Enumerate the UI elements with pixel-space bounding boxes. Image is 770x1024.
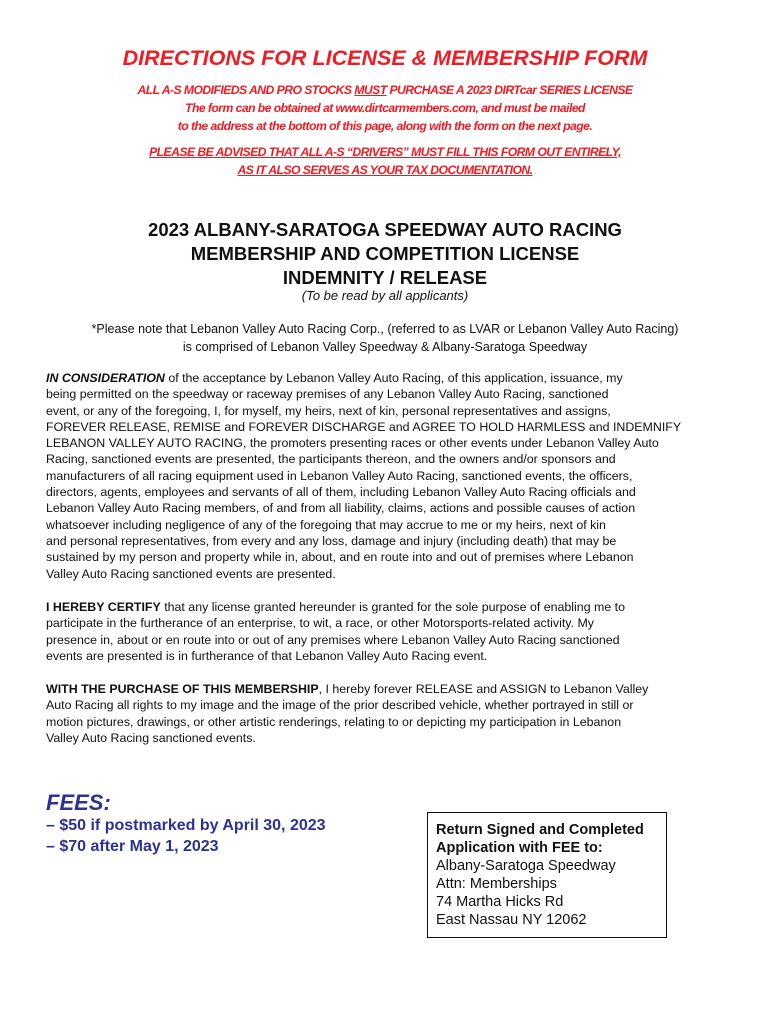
return-heading-1: Return Signed and Completed	[436, 822, 644, 838]
certify-paragraph: I HEREBY CERTIFY that any license granted hereunder is granted for the sole purpose of enabling me to participate in the furtherance of an enterprise, to wit, a race, or other Motorsports-related activity. My presence in, about or en route into or out of any premises where Lebanon Valley Auto Racing sanctioned events are presented is in furtherance of that Lebanon Valley Auto Racing event.	[46, 600, 626, 663]
directions-line-2: The form can be obtained at www.dirtcarmembers.com, and must be mailed	[185, 101, 585, 115]
form-subtitle: (To be read by all applicants)	[301, 288, 469, 303]
return-attn: Attn: Memberships	[436, 876, 557, 892]
directions-line-3: to the address at the bottom of this page, along with the form on the next page.	[177, 119, 593, 133]
return-street: 74 Martha Hicks Rd	[436, 894, 564, 910]
fees-title: FEES:	[46, 790, 111, 815]
return-heading-2: Application with FEE to:	[436, 840, 603, 856]
consideration-paragraph: IN CONSIDERATION of the acceptance by Lebanon Valley Auto Racing, of this application, issuance, my being permitted on the speedway or raceway premises of any Lebanon Valley Auto Racing, sanctioned event, or any of the foregoing, I, for myself, my heirs, next of kin, personal representatives and assigns, FOREVER RELEASE, REMISE and FOREVER DISCHARGE and AGREE TO HOLD HARMLESS and INDEMNIFY LEBANON VALLEY AUTO RACING, the promoters presenting races or other events under Lebanon Valley Auto Racing, sanctioned events are presented, the participants thereon, and the owners and/or sponsors and manufacturers of all racing equipment used in Lebanon Valley Auto Racing, sanctioned events, the officers, directors, agents, employees and servants of all of them, including Lebanon Valley Auto Racing officials and Lebanon Valley Auto Racing members, of and from all liability, claims, actions and possible causes of action whatsoever including negligence of any of the foregoing that may accrue to me or my heirs, next of kin and personal representatives, from every and any loss, damage and injury (including death) that may be sustained by my person and property while in, about, and en route into and out of premises where Lebanon Valley Auto Racing sanctioned events are presented.	[46, 371, 682, 581]
directions-notice-line-1: PLEASE BE ADVISED THAT ALL A-S “DRIVERS” MUST FILL THIS FORM OUT ENTIRELY,	[149, 145, 621, 159]
return-city: East Nassau NY 12062	[436, 912, 587, 928]
lvar-note: *Please note that Lebanon Valley Auto Racing Corp., (referred to as LVAR or Lebanon Valley Auto Racing) is comprised of Lebanon Valley Speedway & Albany-Saratoga Speedway	[91, 322, 679, 354]
directions-notice-line-2: AS IT ALSO SERVES AS YOUR TAX DOCUMENTATION.	[237, 163, 533, 177]
directions-line-1: ALL A-S MODIFIEDS AND PRO STOCKS MUST PURCHASE A 2023 DIRTcar SERIES LICENSE	[137, 83, 633, 97]
form-title: 2023 ALBANY-SARATOGA SPEEDWAY AUTO RACING MEMBERSHIP AND COMPETITION LICENSE INDEMNITY / RELEASE	[148, 219, 622, 288]
return-address-box	[427, 812, 667, 938]
purchase-paragraph: WITH THE PURCHASE OF THIS MEMBERSHIP, I hereby forever RELEASE and ASSIGN to Lebanon Valley Auto Racing all rights to my image and the image of the prior described vehicle, whether portrayed in still or motion pictures, drawings, or other artistic renderings, relating to or depicting my participation in Lebanon Valley Auto Racing sanctioned events.	[46, 682, 649, 745]
fee-early: – $50 if postmarked by April 30, 2023	[46, 817, 326, 834]
fee-late: – $70 after May 1, 2023	[46, 838, 219, 855]
return-name: Albany-Saratoga Speedway	[436, 858, 616, 874]
directions-title: DIRECTIONS FOR LICENSE & MEMBERSHIP FORM	[122, 46, 648, 70]
